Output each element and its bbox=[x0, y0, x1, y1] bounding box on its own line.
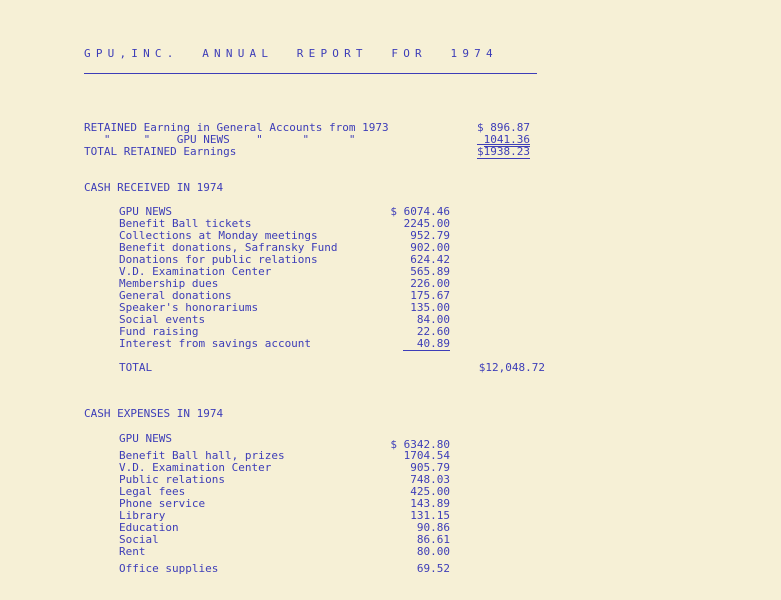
cash-expenses-item-amount: 80.00 bbox=[416, 545, 450, 558]
cash-expenses-item-label: Office supplies bbox=[119, 562, 219, 575]
cash-expenses-item-label: Legal fees bbox=[119, 485, 186, 498]
cash-received-item-label: V.D. Examination Center bbox=[119, 265, 272, 278]
retained-label-1973: RETAINED Earning in General Accounts from 1973 bbox=[84, 121, 389, 134]
report-title: GPU,INC. ANNUAL REPORT FOR 1974 bbox=[84, 47, 498, 60]
cash-received-item-label: Social events bbox=[119, 313, 206, 326]
cash-received-item-amount: 22.60 bbox=[416, 325, 450, 338]
cash-expenses-item-label: Education bbox=[119, 521, 179, 534]
cash-received-item-amount: 175.67 bbox=[410, 289, 450, 302]
cash-received-item-label: Interest from savings account bbox=[119, 337, 312, 350]
cash-received-item-amount: $ 6074.46 bbox=[390, 205, 450, 218]
cash-received-item-amount: 565.89 bbox=[410, 265, 450, 278]
cash-received-item-label: GPU NEWS bbox=[119, 205, 172, 218]
cash-expenses-item-amount: 131.15 bbox=[410, 509, 450, 522]
cash-received-item-amount: 226.00 bbox=[410, 277, 450, 290]
cash-received-item-amount: 84.00 bbox=[416, 313, 450, 326]
cash-expenses-item-amount: 1704.54 bbox=[403, 449, 450, 462]
cash-expenses-item-label: Library bbox=[119, 509, 166, 522]
cash-received-total-amount: $12,048.72 bbox=[478, 361, 545, 374]
cash-received-item-amount: 902.00 bbox=[410, 241, 450, 254]
cash-received-item-label: Membership dues bbox=[119, 277, 219, 290]
retained-amount-1973: $ 896.87 bbox=[477, 121, 530, 134]
retained-amount-total bbox=[440, 146, 530, 158]
cash-expenses-item-amount: 69.52 bbox=[416, 562, 450, 575]
retained-label-total: TOTAL RETAINED Earnings bbox=[84, 145, 237, 158]
cash-expenses-item-amount: 90.86 bbox=[416, 521, 450, 534]
cash-expenses-item-label: GPU NEWS bbox=[119, 432, 172, 445]
cash-expenses-item-label: Rent bbox=[119, 545, 146, 558]
cash-received-item-label: General donations bbox=[119, 289, 232, 302]
cash-received-item-label: Donations for public relations bbox=[119, 253, 318, 266]
cash-received-heading: CASH RECEIVED IN 1974 bbox=[84, 181, 224, 194]
cash-expenses-item-amount: 425.00 bbox=[410, 485, 450, 498]
retained-amount-total-value: $1938.23 bbox=[477, 145, 530, 158]
cash-received-item-amount: 135.00 bbox=[410, 301, 450, 314]
cash-received-item-label: Fund raising bbox=[119, 325, 199, 338]
cash-expenses-item-label: Phone service bbox=[119, 497, 206, 510]
cash-received-item-amount-value: 40.89 bbox=[403, 337, 450, 351]
cash-expenses-heading: CASH EXPENSES IN 1974 bbox=[84, 407, 224, 420]
cash-expenses-item-label: V.D. Examination Center bbox=[119, 461, 272, 474]
title-rule bbox=[84, 73, 537, 74]
cash-received-item-label: Benefit Ball tickets bbox=[119, 217, 252, 230]
cash-expenses-item-amount: $ 6342.80 bbox=[390, 438, 450, 451]
cash-expenses-item-amount: 86.61 bbox=[416, 533, 450, 546]
cash-expenses-item-amount: 905.79 bbox=[410, 461, 450, 474]
cash-received-item-amount: 624.42 bbox=[410, 253, 450, 266]
cash-received-item-label: Collections at Monday meetings bbox=[119, 229, 318, 242]
retained-amount-gpu-news-value: 1041.36 bbox=[483, 133, 530, 146]
cash-expenses-item-amount: 748.03 bbox=[410, 473, 450, 486]
cash-expenses-item-label: Social bbox=[119, 533, 159, 546]
cash-received-item-amount: 2245.00 bbox=[403, 217, 450, 230]
cash-expenses-item-label: Public relations bbox=[119, 473, 225, 486]
cash-received-item-label: Benefit donations, Safransky Fund bbox=[119, 241, 338, 254]
retained-label-gpu-news: " " GPU NEWS " " " bbox=[84, 133, 356, 146]
cash-received-item-amount: 952.79 bbox=[410, 229, 450, 242]
cash-expenses-item-label: Benefit Ball hall, prizes bbox=[119, 449, 285, 462]
cash-received-total-label: TOTAL bbox=[119, 361, 153, 374]
cash-received-item-amount bbox=[355, 338, 450, 350]
cash-received-item-label: Speaker's honorariums bbox=[119, 301, 259, 314]
cash-expenses-item-amount: 143.89 bbox=[410, 497, 450, 510]
